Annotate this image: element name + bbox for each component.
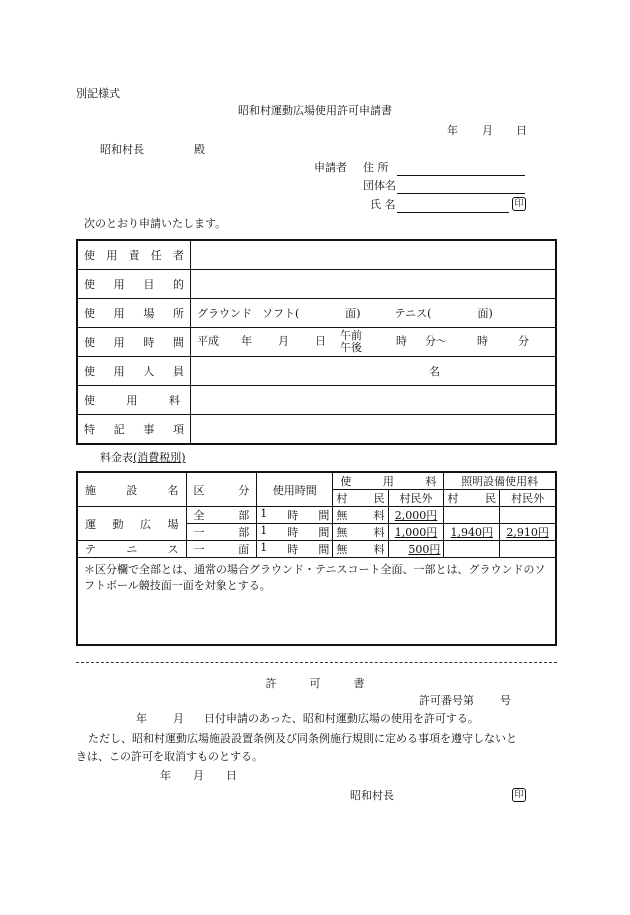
name-field[interactable] — [397, 199, 509, 213]
light-non-resident: 2,910円 — [506, 526, 549, 539]
row-place — [77, 299, 556, 328]
seal-mark: 印 — [512, 197, 526, 211]
header-light-resident: 村 民 — [447, 492, 497, 505]
permit-number — [419, 695, 511, 706]
time-cell: 1 時 間 — [260, 524, 330, 539]
address-field[interactable] — [397, 162, 525, 176]
time-min2: 分 — [518, 335, 529, 348]
light-resident — [444, 541, 500, 558]
light-non-resident — [500, 507, 556, 524]
permit-date-day: 日 — [226, 769, 237, 782]
addressee-name: 昭和村長 — [100, 143, 144, 156]
place-tennis-unit: 面) — [477, 307, 493, 320]
time-min1: 分〜 — [425, 335, 447, 348]
label-responsible: 使 用 責 任 者 — [84, 249, 184, 262]
group-label: 団体名 — [363, 179, 396, 192]
address-label: 住 所 — [363, 161, 389, 174]
fee-non-resident: 500円 — [408, 543, 441, 556]
header-facility: 施 設 名 — [85, 483, 179, 497]
intro-text: 次のとおり申請いたします。 — [84, 217, 227, 230]
division-part: 一 部 — [193, 526, 250, 539]
header-non-resident: 村民外 — [388, 490, 444, 507]
fee-non-resident: 1,000円 — [394, 526, 438, 539]
seal-mark: 印 — [512, 788, 526, 802]
facility-tennis: テ ニ ス — [85, 543, 179, 556]
application-table — [76, 239, 557, 445]
fee-resident: 無 料 — [336, 509, 385, 522]
permit-date-month: 月 — [193, 769, 204, 782]
permit-number-suffix: 号 — [500, 694, 511, 707]
name-label: 氏 名 — [370, 198, 396, 211]
date-year: 年 — [447, 124, 458, 137]
row-remarks — [77, 415, 556, 445]
header-time: 使用時間 — [257, 472, 333, 507]
permit-issuer: 昭和村長 — [350, 789, 394, 802]
permit-date — [160, 770, 237, 781]
time-cell: 1 時 間 — [260, 541, 330, 556]
label-purpose: 使 用 目 的 — [84, 278, 184, 291]
permit-number-prefix: 許可番号第 — [419, 694, 474, 707]
place-field[interactable] — [191, 299, 557, 328]
time-month: 月 — [278, 335, 289, 348]
fee-note-row — [77, 558, 556, 646]
header-usage-fee: 使 用 料 — [340, 475, 437, 488]
fee-table — [76, 471, 557, 646]
applicant-seal — [512, 197, 526, 211]
time-hour2: 時 — [477, 335, 488, 348]
people-unit: 名 — [429, 365, 440, 378]
time-field[interactable] — [191, 328, 557, 357]
row-people — [77, 357, 556, 386]
permit-condition-2: きは、この許可を取消すものとする。 — [76, 750, 263, 763]
date-day: 日 — [516, 124, 527, 137]
applicant-label: 申請者 — [314, 161, 347, 174]
fee-resident: 無 料 — [336, 526, 385, 539]
row-fee — [77, 386, 556, 415]
group-field[interactable] — [397, 180, 525, 194]
responsible-field[interactable] — [191, 240, 557, 270]
row-responsible — [77, 240, 556, 270]
fee-field[interactable] — [191, 386, 557, 415]
permit-sentence-rest: 日付申請のあった、昭和村運動広場の使用を許可する。 — [204, 712, 479, 725]
page-title: 昭和村運動広場使用許可申請書 — [238, 104, 392, 117]
remarks-field[interactable] — [191, 415, 557, 445]
fee-non-resident: 2,000円 — [394, 509, 438, 522]
permit-date-year: 年 — [160, 769, 171, 782]
separator-dashed — [76, 662, 557, 663]
time-day: 日 — [315, 335, 326, 348]
fee-resident: 無 料 — [336, 543, 385, 556]
fee-caption — [100, 452, 186, 463]
time-cell: 1 時 間 — [260, 507, 330, 522]
light-non-resident — [500, 541, 556, 558]
time-am: 午前 — [340, 329, 362, 343]
date-month: 月 — [482, 124, 493, 137]
people-field[interactable] — [191, 357, 557, 386]
time-year: 年 — [241, 335, 252, 348]
place-tennis: テニス( — [394, 307, 432, 320]
header-lighting-fee: 照明設備使用料 — [444, 472, 556, 490]
place-ground: グラウンド — [197, 307, 252, 320]
permit-title: 許 可 書 — [265, 677, 365, 690]
time-pm: 午後 — [340, 341, 362, 354]
division-all: 全 部 — [193, 509, 250, 522]
label-remarks: 特 記 事 項 — [84, 423, 184, 436]
header-division: 区 分 — [193, 483, 250, 497]
addressee-honorific: 殿 — [194, 143, 205, 156]
permit-seal — [512, 788, 526, 802]
place-soft: ソフト( — [262, 307, 300, 320]
purpose-field[interactable] — [191, 270, 557, 299]
ampm — [340, 330, 362, 353]
fee-row-ground-all — [77, 507, 556, 524]
header-resident: 村 民 — [336, 492, 385, 505]
label-place: 使 用 場 所 — [84, 307, 184, 320]
label-people: 使 用 人 員 — [84, 365, 184, 378]
permit-sentence — [136, 713, 479, 724]
permit-condition-1: ただし、昭和村運動広場施設設置条例及び同条例施行規則に定める事項を遵守しないと — [88, 732, 517, 745]
row-time — [77, 328, 556, 357]
form-label: 別記様式 — [76, 87, 120, 100]
facility-ground: 運 動 広 場 — [85, 517, 179, 531]
division-one-court: 一 面 — [193, 543, 250, 556]
time-hour1: 時 — [396, 335, 407, 348]
light-resident: 1,940円 — [450, 526, 494, 539]
permit-sentence-year: 年 — [136, 712, 147, 725]
fee-row-tennis — [77, 541, 556, 558]
label-time: 使 用 時 間 — [84, 336, 184, 349]
row-purpose — [77, 270, 556, 299]
light-resident — [444, 507, 500, 524]
fee-caption-tax: (消費税別) — [133, 451, 186, 464]
time-era: 平成 — [197, 335, 219, 348]
fee-note: ＊区分欄で全部とは、通常の場合グラウンド・テニスコート全面、一部とは、グラウンドのソフトボール競技面一面を対象とする。 — [77, 558, 556, 646]
label-fee: 使 用 料 — [84, 394, 180, 407]
place-soft-unit: 面) — [345, 307, 361, 320]
fee-header-row-1 — [77, 472, 556, 490]
header-light-non-resident: 村民外 — [500, 490, 556, 507]
fee-caption-prefix: 料金表 — [100, 451, 133, 464]
permit-sentence-month: 月 — [173, 712, 184, 725]
